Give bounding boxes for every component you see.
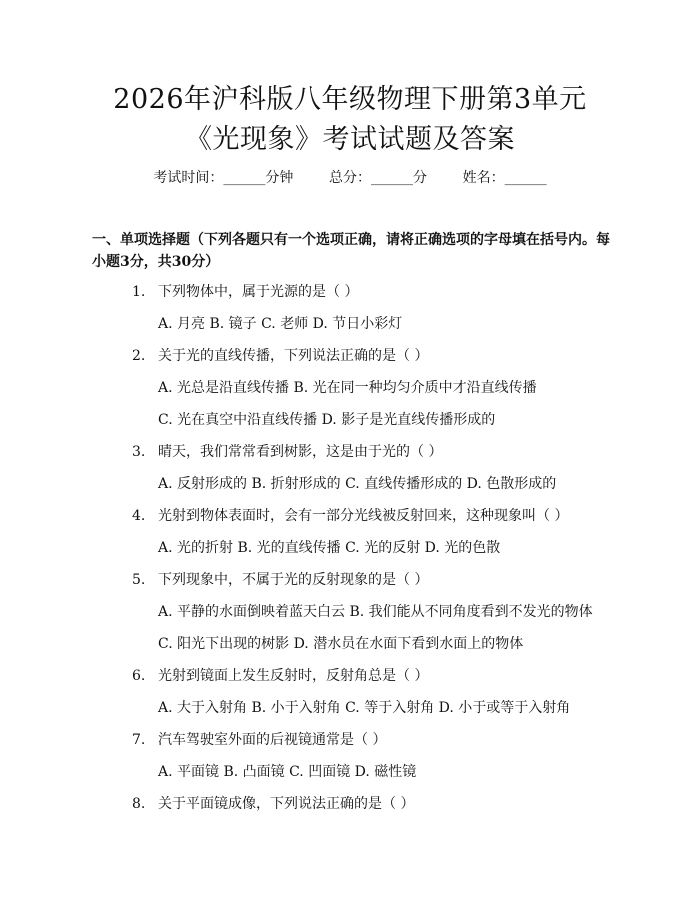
exam-title: 2026年沪科版八年级物理下册第3单元《光现象》考试试题及答案 <box>113 84 587 155</box>
question-number: 3. <box>132 444 146 460</box>
student-name-field: 姓名：______ <box>462 170 547 186</box>
question-number: 1. <box>132 284 146 300</box>
question-1 <box>132 282 358 302</box>
exam-info-line <box>0 168 700 188</box>
question-number: 5. <box>132 572 146 588</box>
question-7 <box>132 730 386 750</box>
question-text: 下列现象中，不属于光的反射现象的是（ ） <box>158 572 429 588</box>
question-text: 下列物体中，属于光源的是（ ） <box>158 284 359 300</box>
question-number: 4. <box>132 508 146 524</box>
question-number: 6. <box>132 668 146 684</box>
question-1-options: A. 月亮 B. 镜子 C. 老师 D. 节日小彩灯 <box>158 316 403 332</box>
question-number: 7. <box>132 732 146 748</box>
exam-time-field: 考试时间：______分钟 <box>153 170 294 186</box>
question-2 <box>132 346 428 366</box>
question-5-options-line-2: C. 阳光下出现的树影 D. 潜水员在水面下看到水面上的物体 <box>158 636 524 652</box>
question-text: 关于光的直线传播，下列说法正确的是（ ） <box>158 348 429 364</box>
total-score-field: 总分：______分 <box>329 170 427 186</box>
question-3-options: A. 反射形成的 B. 折射形成的 C. 直线传播形成的 D. 色散形成的 <box>158 476 557 492</box>
question-6-options: A. 大于入射角 B. 小于入射角 C. 等于入射角 D. 小于或等于入射角 <box>158 700 571 716</box>
question-5 <box>132 570 428 590</box>
question-8 <box>132 794 414 814</box>
question-3 <box>132 442 442 462</box>
section-heading-single-choice: 一、单项选择题（下列各题只有一个选项正确，请将正确选项的字母填在括号内。每小题3分，共30分） <box>92 232 610 270</box>
question-text: 光射到镜面上发生反射时，反射角总是（ ） <box>158 668 429 684</box>
question-number: 8. <box>132 796 146 812</box>
question-number: 2. <box>132 348 146 364</box>
question-4-options: A. 光的折射 B. 光的直线传播 C. 光的反射 D. 光的色散 <box>158 540 501 556</box>
question-4 <box>132 506 568 526</box>
question-6 <box>132 666 428 686</box>
question-text: 光射到物体表面时，会有一部分光线被反射回来，这种现象叫（ ） <box>158 508 569 524</box>
question-text: 关于平面镜成像，下列说法正确的是（ ） <box>158 796 415 812</box>
question-2-options-line-1: A. 光总是沿直线传播 B. 光在同一种均匀介质中才沿直线传播 <box>158 380 537 396</box>
question-text: 汽车驾驶室外面的后视镜通常是（ ） <box>158 732 387 748</box>
question-text: 晴天，我们常常看到树影，这是由于光的（ ） <box>158 444 443 460</box>
question-5-options-line-1: A. 平静的水面倒映着蓝天白云 B. 我们能从不同角度看到不发光的物体 <box>158 604 593 620</box>
question-7-options: A. 平面镜 B. 凸面镜 C. 凹面镜 D. 磁性镜 <box>158 764 417 780</box>
question-2-options-line-2: C. 光在真空中沿直线传播 D. 影子是光直线传播形成的 <box>158 412 496 428</box>
